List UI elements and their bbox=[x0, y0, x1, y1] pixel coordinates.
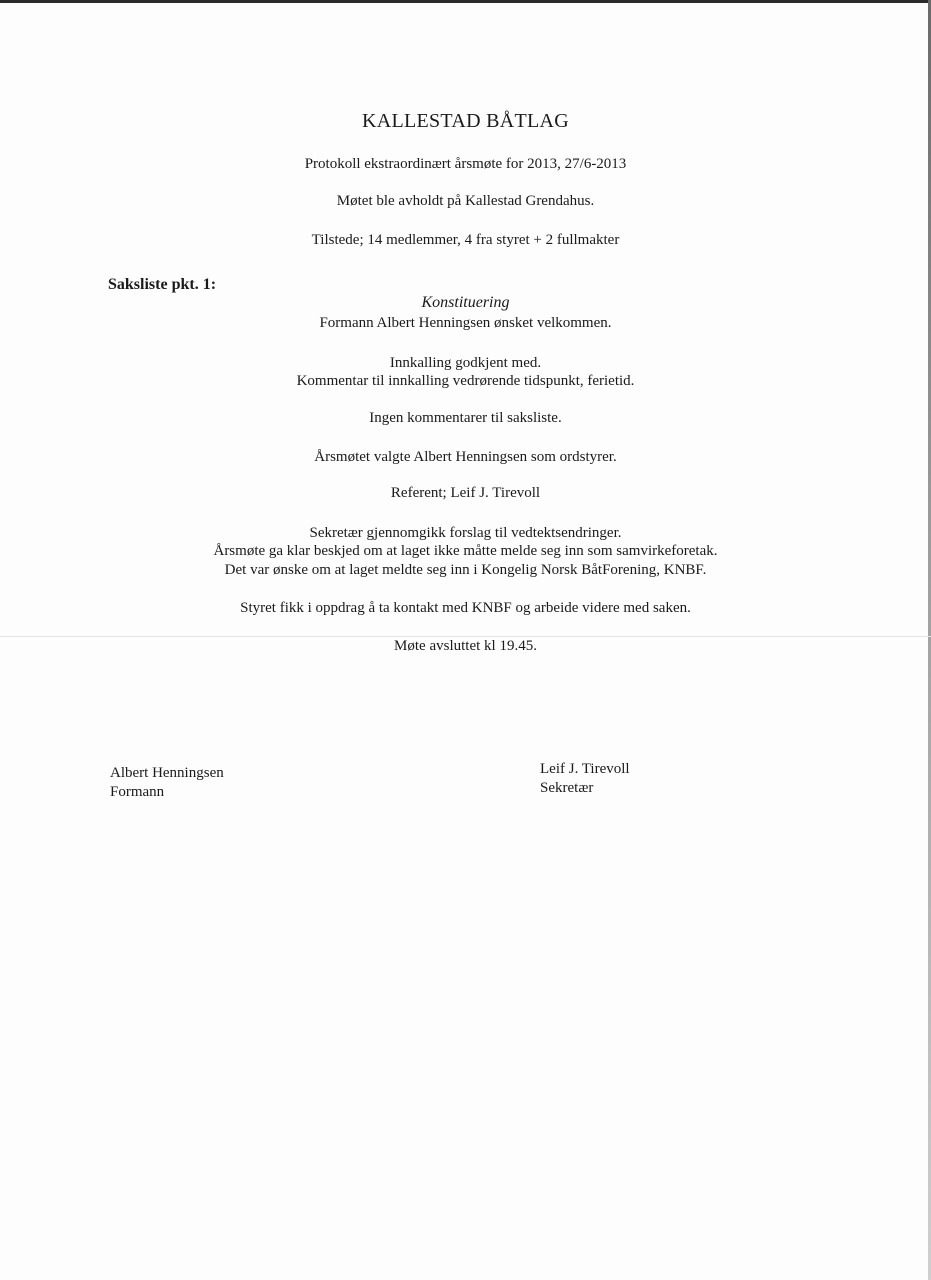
document-title: KALLESTAD BÅTLAG bbox=[361, 110, 570, 132]
scan-edge-top bbox=[0, 0, 931, 3]
chair-elected-line: Årsmøtet valgte Albert Henningsen som ordstyrer. bbox=[314, 449, 617, 465]
signature-right-name: Leif J. Tirevoll bbox=[540, 761, 630, 777]
signature-left-role: Formann bbox=[110, 784, 165, 800]
agenda-label: Saksliste pkt. 1: bbox=[108, 276, 217, 293]
bylaws-line-2: Årsmøte ga klar beskjed om at laget ikke måtte melde seg inn som samvirkeforetak. bbox=[213, 543, 718, 559]
meeting-location: Møtet ble avholdt på Kallestad Grendahus. bbox=[336, 193, 595, 209]
notice-comment-line: Kommentar til innkalling vedrørende tidspunkt, ferietid. bbox=[296, 373, 635, 389]
scan-fold-line bbox=[0, 636, 931, 637]
bylaws-line-3: Det var ønske om at laget meldte seg inn i Kongelig Norsk BåtForening, KNBF. bbox=[224, 562, 707, 578]
attendance-line: Tilstede; 14 medlemmer, 4 fra styret + 2 fullmakter bbox=[311, 232, 620, 248]
notice-approved-line: Innkalling godkjent med. bbox=[389, 355, 542, 371]
agenda-heading: Konstituering bbox=[421, 294, 510, 311]
signature-left-name: Albert Henningsen bbox=[110, 765, 224, 781]
signature-right-role: Sekretær bbox=[540, 780, 594, 796]
bylaws-line-1: Sekretær gjennomgikk forslag til vedtektsendringer. bbox=[309, 525, 622, 541]
closing-line: Møte avsluttet kl 19.45. bbox=[394, 638, 537, 654]
agenda-comments-line: Ingen kommentarer til saksliste. bbox=[369, 410, 562, 426]
minutes-taker-line: Referent; Leif J. Tirevoll bbox=[390, 485, 541, 501]
welcome-line: Formann Albert Henningsen ønsket velkommen. bbox=[319, 315, 612, 331]
board-task-line: Styret fikk i oppdrag å ta kontakt med KNBF og arbeide videre med saken. bbox=[240, 600, 691, 616]
document-subtitle: Protokoll ekstraordinært årsmøte for 2013, 27/6-2013 bbox=[304, 156, 627, 172]
